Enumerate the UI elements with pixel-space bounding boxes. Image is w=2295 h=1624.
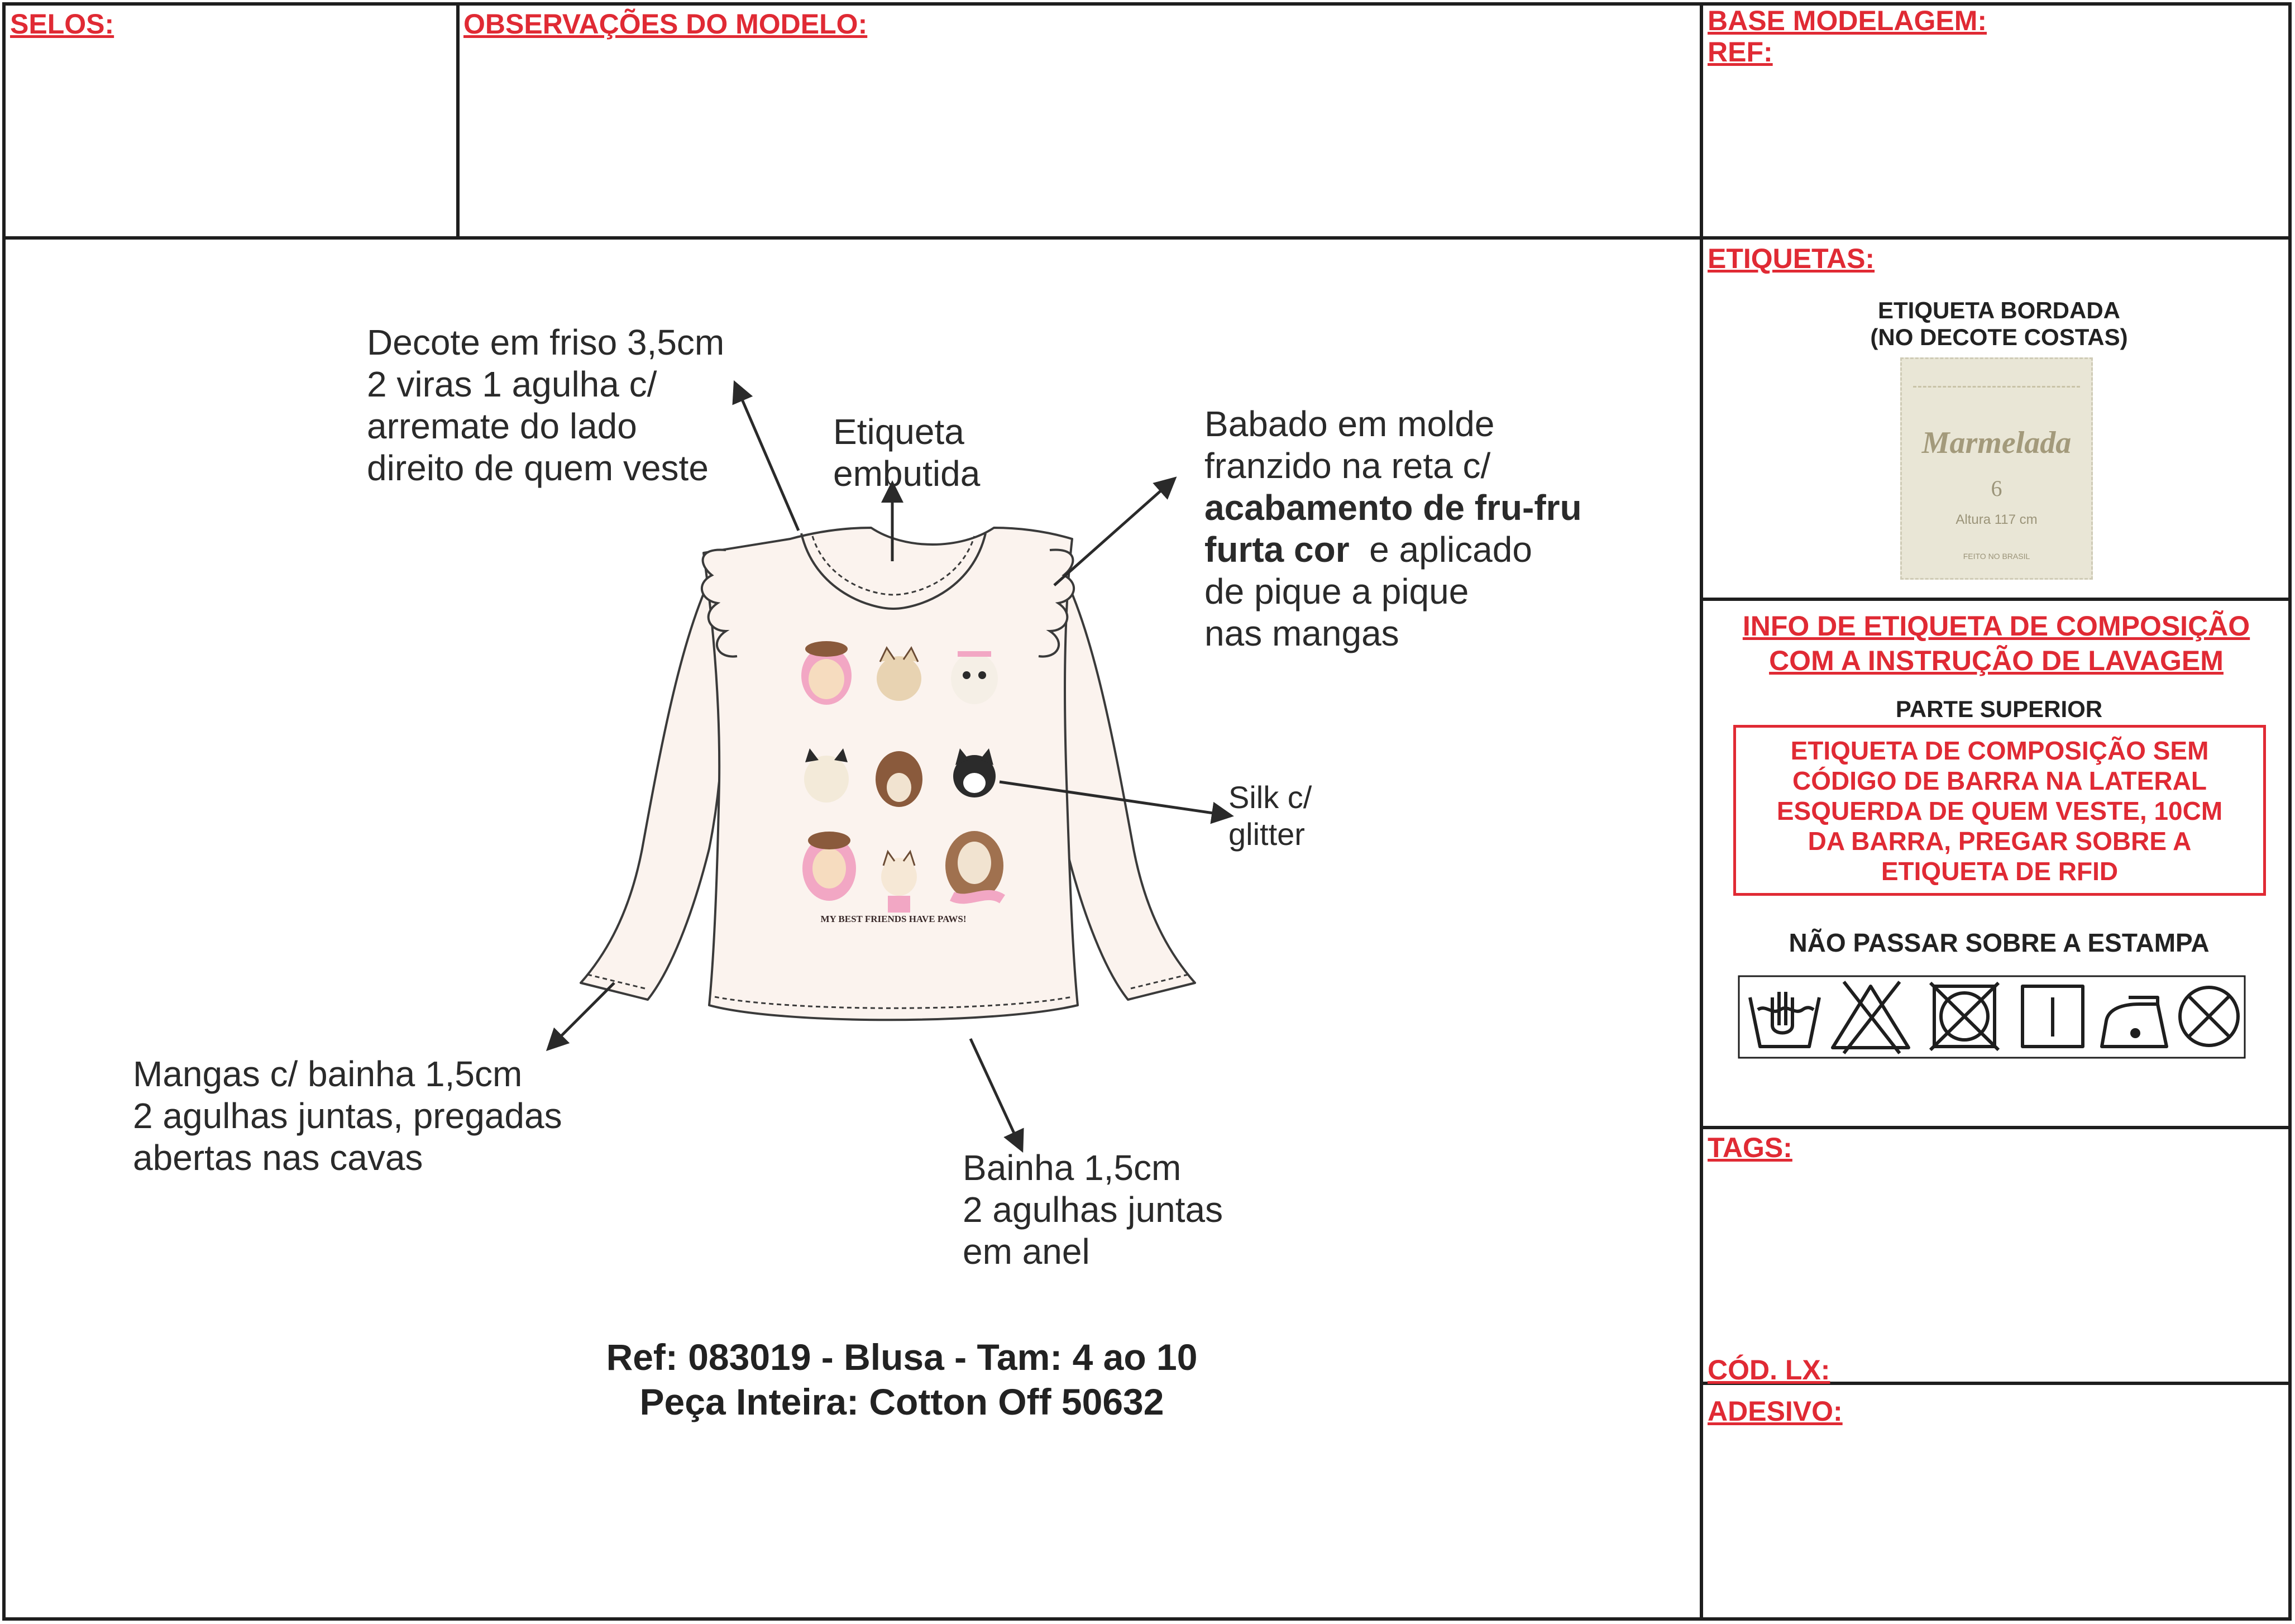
label-title <box>1787 297 2211 351</box>
label-origin: FEITO NO BRASIL <box>1963 552 2030 561</box>
babado-line-6: nas mangas <box>1204 613 1399 653</box>
composition-title <box>1703 609 2289 678</box>
embroidered-label <box>1900 357 2093 580</box>
fabric-line: Peça Inteira: Cotton Off 50632 <box>639 1381 1164 1422</box>
decote-line-2: 2 viras 1 agulha c/ <box>367 364 657 404</box>
composition-line-4: DA BARRA, PREGAR SOBRE A <box>1808 827 2192 856</box>
babado-line-3-bold: acabamento de fru-fru <box>1204 488 1582 528</box>
composition-line-2: CÓDIGO DE BARRA NA LATERAL <box>1792 766 2207 795</box>
babado-line-4 <box>1204 529 1582 571</box>
do-not-tumble-dry-icon <box>1930 983 1998 1050</box>
label-height: Altura 117 cm <box>1955 512 2038 527</box>
tags-header: TAGS: <box>1708 1132 1792 1163</box>
annotation-etiqueta <box>833 411 980 495</box>
care-symbols <box>1738 975 2246 1059</box>
product-reference <box>503 1335 1301 1424</box>
composition-line-5: ETIQUETA DE RFID <box>1881 857 2119 886</box>
babado-line-4-bold: furta cor <box>1204 529 1350 570</box>
babado-line-2: franzido na reta c/ <box>1204 446 1491 486</box>
silk-line-2: glitter <box>1228 816 1305 852</box>
mangas-line-2: 2 agulhas juntas, pregadas <box>133 1096 562 1136</box>
babado-line-4-rest: e aplicado <box>1349 529 1532 570</box>
ref-line: Ref: 083019 - Blusa - Tam: 4 ao 10 <box>606 1336 1198 1378</box>
label-title-line-1: ETIQUETA BORDADA <box>1878 297 2120 323</box>
babado-line-5: de pique a pique <box>1204 571 1469 612</box>
silk-line-1: Silk c/ <box>1228 780 1312 815</box>
composition-title-line-1: INFO DE ETIQUETA DE COMPOSIÇÃO <box>1742 610 2250 642</box>
base-modelagem-header: BASE MODELAGEM: <box>1708 5 1987 36</box>
decote-line-4: direito de quem veste <box>367 448 709 488</box>
selos-header: SELOS: <box>10 8 114 40</box>
composition-title-line-2: COM A INSTRUÇÃO DE LAVAGEM <box>1769 645 2224 676</box>
composition-instructions-box <box>1733 725 2266 896</box>
bainha-line-1: Bainha 1,5cm <box>963 1148 1182 1188</box>
print-caption: MY BEST FRIENDS HAVE PAWS! <box>820 914 967 924</box>
bainha-line-2: 2 agulhas juntas <box>963 1190 1223 1230</box>
annotation-silk <box>1228 779 1312 853</box>
etiquetas-header: ETIQUETAS: <box>1708 243 1875 274</box>
decote-line-3: arremate do lado <box>367 406 637 446</box>
annotation-babado <box>1204 403 1582 655</box>
babado-line-1: Babado em molde <box>1204 404 1495 444</box>
label-size: 6 <box>1991 476 2002 501</box>
label-stitch-top <box>1913 386 2080 388</box>
bainha-line-3: em anel <box>963 1231 1090 1272</box>
cod-lx-header: CÓD. LX: <box>1708 1354 1830 1386</box>
decote-line-1: Decote em friso 3,5cm <box>367 322 725 362</box>
mangas-line-1: Mangas c/ bainha 1,5cm <box>133 1054 523 1094</box>
composition-line-1: ETIQUETA DE COMPOSIÇÃO SEM <box>1790 736 2209 765</box>
observacoes-header: OBSERVAÇÕES DO MODELO: <box>463 8 868 40</box>
babado-line-3 <box>1204 487 1582 529</box>
annotation-mangas <box>133 1053 562 1179</box>
annotation-bainha <box>963 1147 1223 1273</box>
label-title-line-2: (NO DECOTE COSTAS) <box>1870 324 2128 350</box>
adesivo-header: ADESIVO: <box>1708 1396 1843 1427</box>
etiqueta-line-1: Etiqueta <box>833 412 964 452</box>
print-warning: NÃO PASSAR SOBRE A ESTAMPA <box>1789 928 2210 957</box>
label-brand: Marmelada <box>1921 426 2072 460</box>
etiqueta-line-2: embutida <box>833 453 981 494</box>
ref-header: REF: <box>1708 36 1773 68</box>
annotation-decote <box>367 322 724 489</box>
composition-line-3: ESQUERDA DE QUEM VESTE, 10CM <box>1776 796 2223 825</box>
mangas-line-3: abertas nas cavas <box>133 1138 423 1178</box>
part-label: PARTE SUPERIOR <box>1895 696 2103 722</box>
